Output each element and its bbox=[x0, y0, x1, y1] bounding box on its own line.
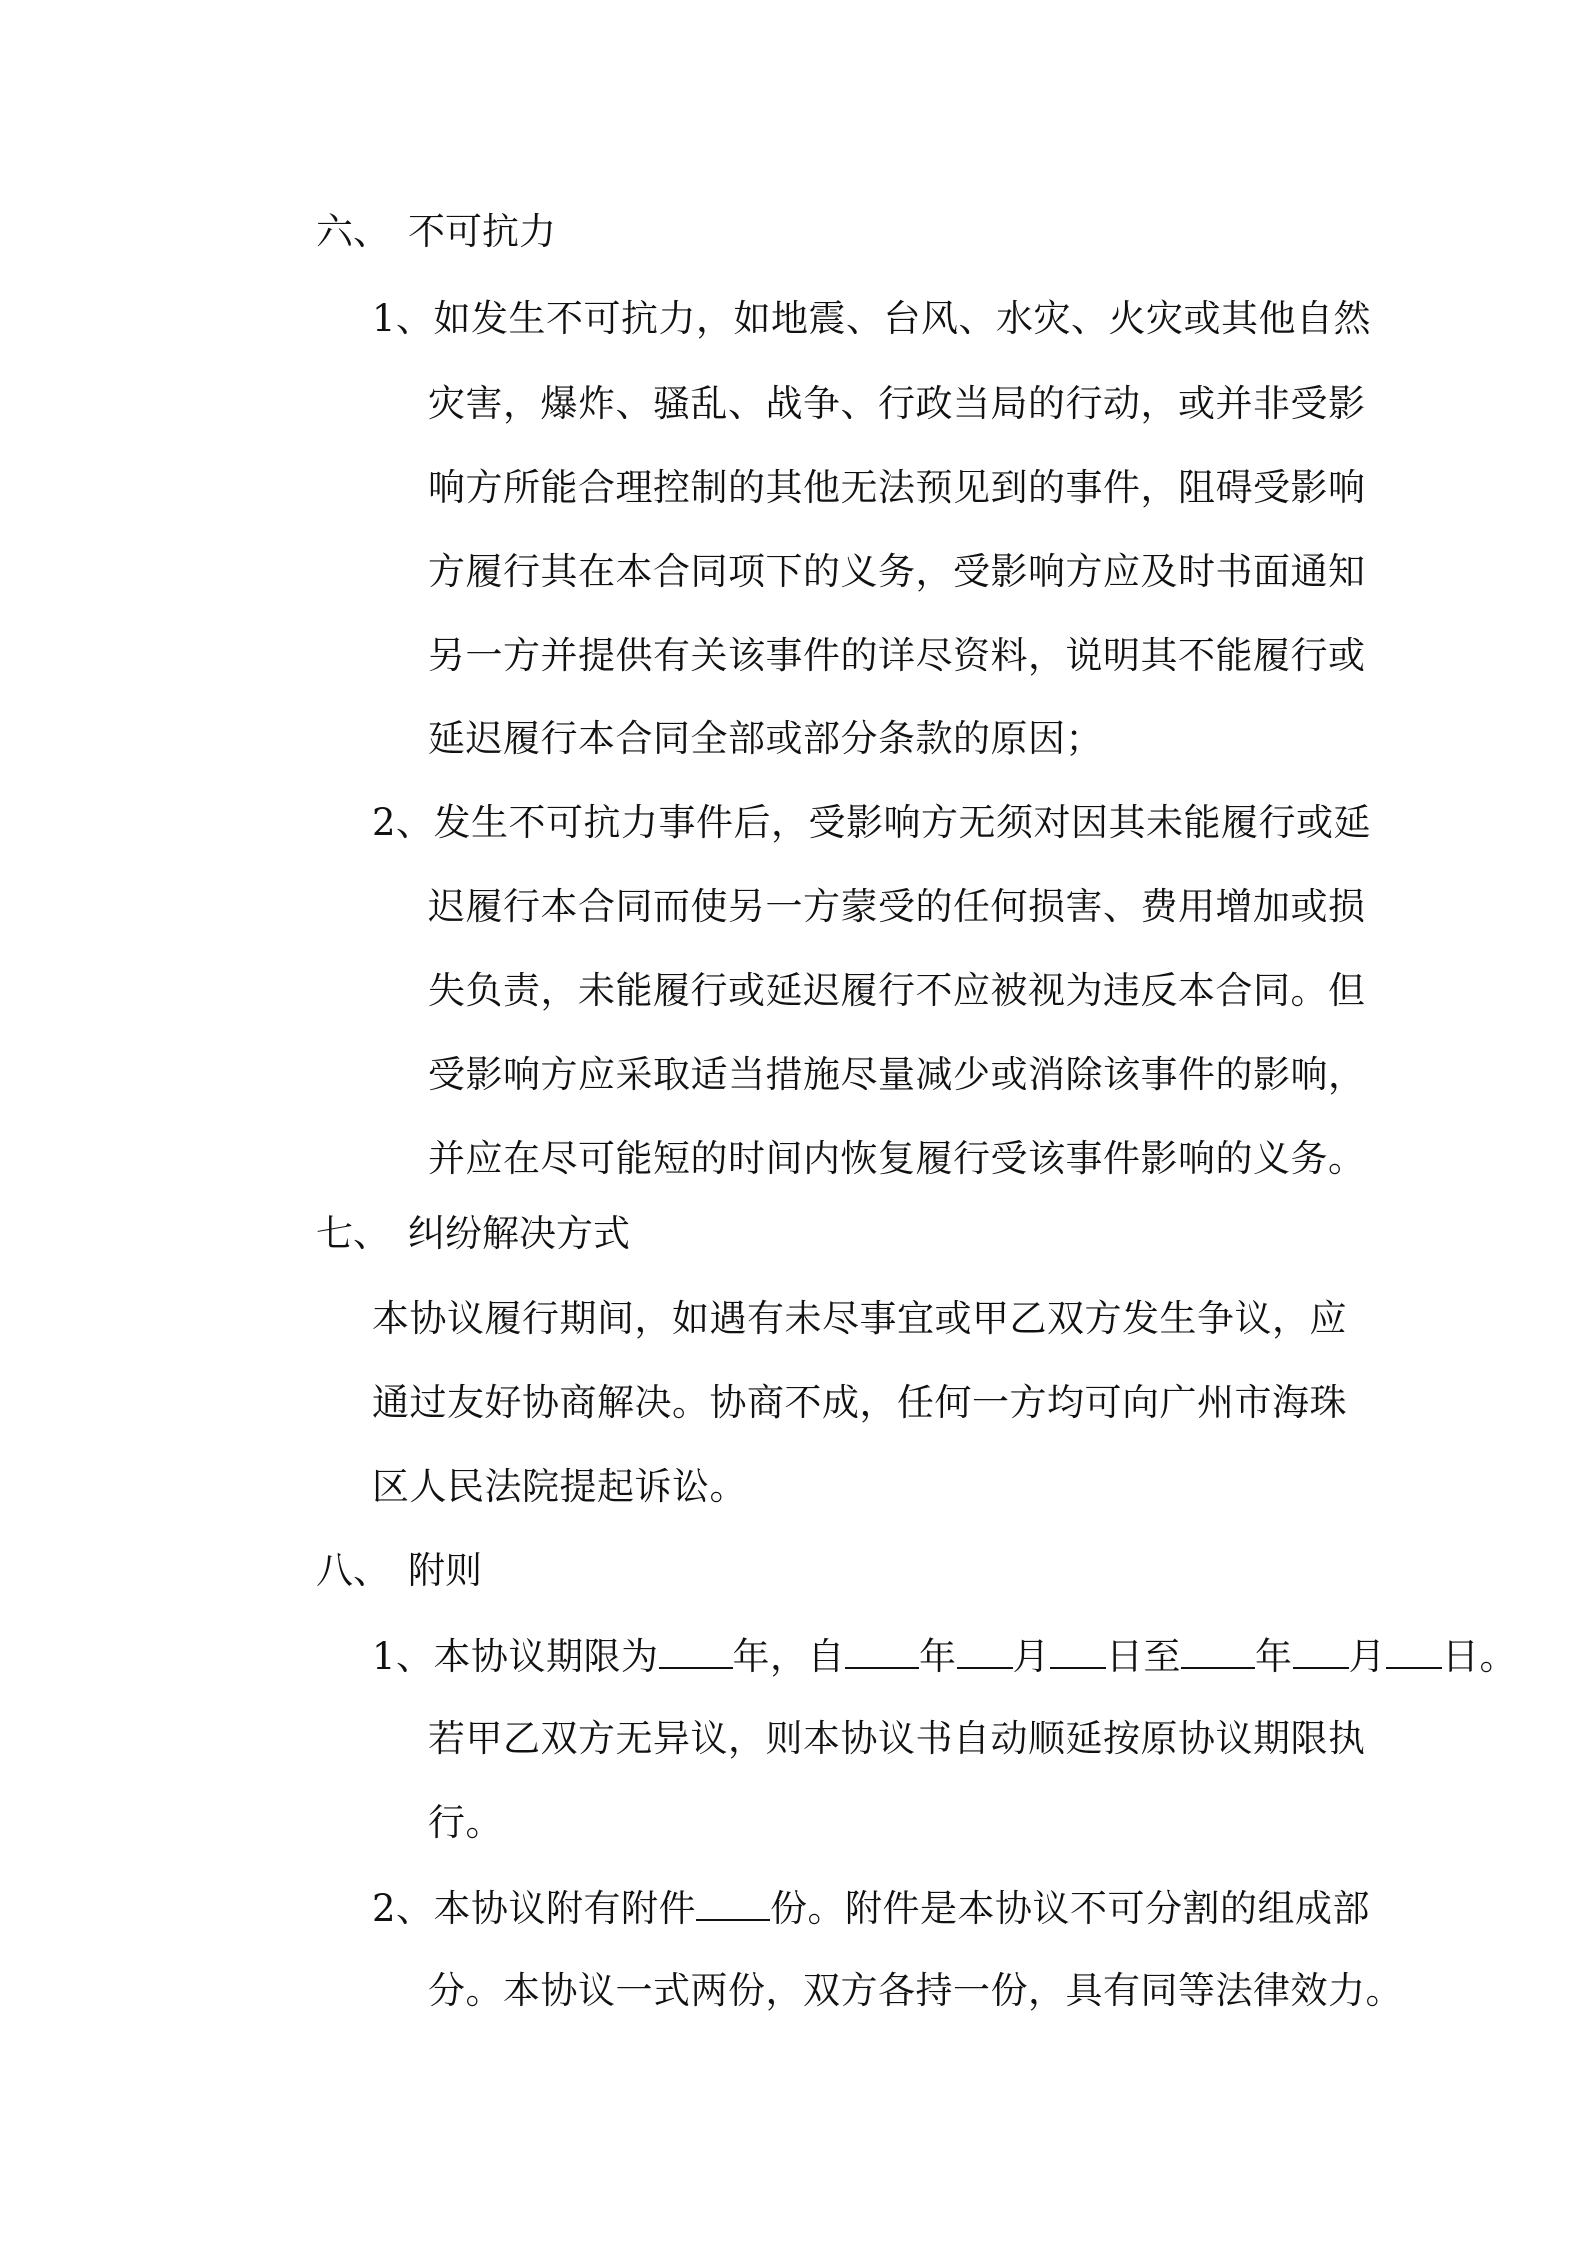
blank-term-years[interactable] bbox=[659, 1631, 733, 1669]
clause-line: 迟履行本合同而使另一方蒙受的任何损害、费用增加或损 bbox=[428, 885, 1366, 928]
term-clause-line: 1、本协议期限为 年，自 年 月 日至 年 月 日。 bbox=[372, 1631, 1517, 1681]
section-number: 七、 bbox=[316, 1212, 390, 1255]
clause-line: 2、发生不可抗力事件后，受影响方无须对因其未能履行或延 bbox=[372, 801, 1372, 844]
blank-attachment-count[interactable] bbox=[696, 1883, 770, 1921]
clause-line: 分。本协议一式两份，双方各持一份，具有同等法律效力。 bbox=[428, 1969, 1403, 2012]
section-number: 六、 bbox=[316, 210, 390, 253]
attachment-clause-line: 2、本协议附有附件 份。附件是本协议不可分割的组成部 bbox=[372, 1883, 1370, 1933]
section-heading-dispute-resolution bbox=[316, 1210, 630, 1258]
blank-start-month[interactable] bbox=[957, 1631, 1013, 1669]
clause-line: 若甲乙双方无异议，则本协议书自动顺延按原协议期限执 bbox=[428, 1717, 1366, 1760]
section-heading-supplementary bbox=[316, 1547, 482, 1595]
paragraph-line: 通过友好协商解决。协商不成，任何一方均可向广州市海珠 bbox=[372, 1381, 1347, 1424]
clause-line: 方履行其在本合同项下的义务，受影响方应及时书面通知 bbox=[428, 550, 1366, 593]
clause-line: 并应在尽可能短的时间内恢复履行受该事件影响的义务。 bbox=[428, 1137, 1366, 1180]
clause-line: 失负责，未能履行或延迟履行不应被视为违反本合同。但 bbox=[428, 969, 1366, 1012]
section-title: 纠纷解决方式 bbox=[408, 1212, 630, 1255]
clause-line: 1、如发生不可抗力，如地震、台风、水灾、火灾或其他自然 bbox=[372, 297, 1372, 340]
section-heading-force-majeure bbox=[316, 208, 556, 256]
section-title: 附则 bbox=[408, 1549, 482, 1592]
blank-end-day[interactable] bbox=[1386, 1631, 1442, 1669]
clause-line: 受影响方应采取适当措施尽量减少或消除该事件的影响， bbox=[428, 1053, 1366, 1096]
blank-start-year[interactable] bbox=[845, 1631, 919, 1669]
clause-line: 另一方并提供有关该事件的详尽资料，说明其不能履行或 bbox=[428, 634, 1366, 677]
section-number: 八、 bbox=[316, 1549, 390, 1592]
clause-line: 灾害，爆炸、骚乱、战争、行政当局的行动，或并非受影 bbox=[428, 382, 1366, 425]
blank-end-month[interactable] bbox=[1293, 1631, 1349, 1669]
section-title: 不可抗力 bbox=[408, 210, 556, 253]
paragraph-line: 本协议履行期间，如遇有未尽事宜或甲乙双方发生争议，应 bbox=[372, 1297, 1347, 1340]
paragraph-line: 区人民法院提起诉讼。 bbox=[372, 1465, 747, 1508]
clause-line: 行。 bbox=[428, 1801, 503, 1844]
clause-line: 响方所能合理控制的其他无法预见到的事件，阻碍受影响 bbox=[428, 466, 1366, 509]
blank-end-year[interactable] bbox=[1181, 1631, 1255, 1669]
clause-line: 延迟履行本合同全部或部分条款的原因； bbox=[428, 717, 1103, 760]
blank-start-day[interactable] bbox=[1050, 1631, 1106, 1669]
